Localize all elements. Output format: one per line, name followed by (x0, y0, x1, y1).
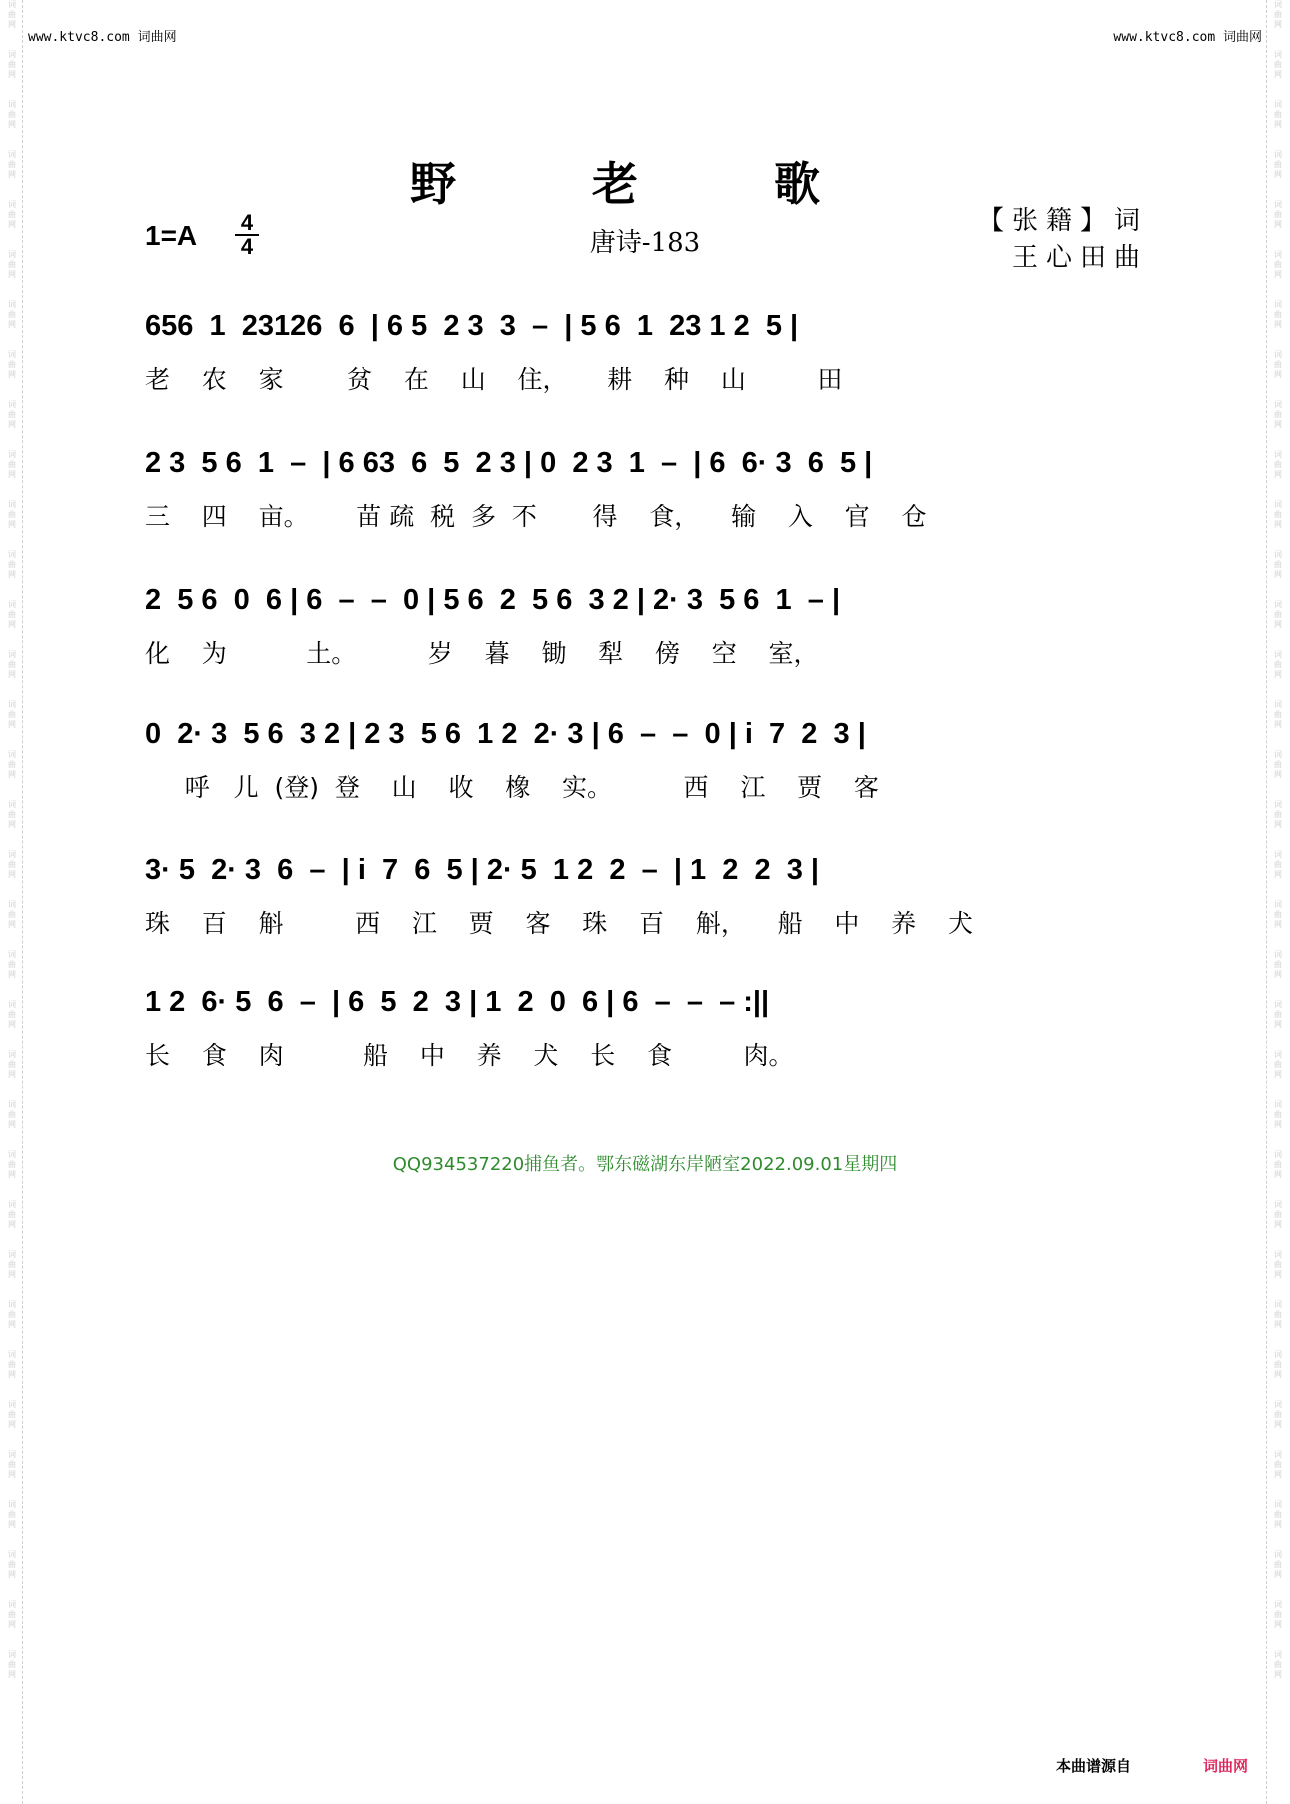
score-row (145, 584, 1150, 694)
right-side-watermark: 词 曲 网 词 曲 网 词 曲 网 词 曲 网 词 曲 网 词 曲 网 词 曲 网 词 曲 网 词 曲 网 词 曲 网 词 曲 网 词 曲 网 词 曲 网 词 曲 网 词 曲 网 词 曲 网 词 曲 网 词 曲 网 词 曲 网 词 曲 网 词 曲 网 词 曲 网 词 曲 网 词 曲 网 词 曲 网 词 曲 网 词 曲 网 词 曲 网 词 曲 网 词 曲 网 词 曲 网 词 曲 网 词 曲 网 词 曲 网 (1274, 0, 1282, 1679)
score-row (145, 854, 1150, 964)
lyrics-line: 三 四 亩。 苗 疏 税 多 不 得 食， 输 入 官 仓 (145, 502, 927, 531)
song-title: 野 老 歌 (409, 157, 881, 211)
time-sig-bottom: 4 (240, 234, 254, 259)
notation-line: 2 5 6 0 6 | 6 – – 0 | 5 6 2 5 6 3 2 | 2· 3 5 6 1 – | (145, 584, 841, 616)
notation-line: 3· 5 2· 3 6 – | i 7 6 5 | 2· 5 1 2 2 – | 1 2 2 3 | (145, 854, 820, 886)
lyrics-line: 长 食 肉 船 中 养 犬 长 食 肉。 (145, 1041, 794, 1070)
watermark-left: www.ktvc8.com 词曲网 (28, 30, 177, 45)
notation-line: 0 2· 3 5 6 3 2 | 2 3 5 6 1 2 2· 3 | 6 – – 0 | i 7 2 3 | (145, 718, 866, 750)
notation-line: 1 2 6· 5 6 – | 6 5 2 3 | 1 2 0 6 | 6 – – – :|| (145, 986, 770, 1018)
notation-line: 656 1 23126 6 | 6 5 2 3 3 – | 5 6 1 23 1 2 5 | (145, 310, 799, 342)
composer-credit: 王心田曲 (1011, 243, 1148, 273)
key-signature: 1=A (145, 220, 198, 251)
lyrics-line: 化 为 土。 岁 暮 锄 犁 傍 空 室， (145, 639, 819, 668)
left-border-line (22, 0, 24, 1804)
lyrics-line: 珠 百 斛 西 江 贾 客 珠 百 斛， 船 中 养 犬 (145, 909, 973, 938)
score-row (145, 447, 1150, 557)
lyrics-line: 老 农 家 贫 在 山 住， 耕 种 山 田 (145, 365, 843, 394)
footer-note: QQ934537220捕鱼者。鄂东磁湖东岸陋室2022.09.01星期四 (392, 1154, 898, 1175)
lyrics-line: 呼 儿 (登) 登 山 收 橡 实。 西 江 贾 客 (145, 773, 879, 802)
score-row (145, 986, 1150, 1096)
lyricist-credit: 【张籍】词 (977, 206, 1148, 236)
subtitle: 唐诗-183 (589, 228, 701, 258)
notation-line: 2 3 5 6 1 – | 6 63 6 5 2 3 | 0 2 3 1 – | 6 6· 3 6 5 | (145, 447, 873, 479)
source-label: 本曲谱源自 (1056, 1757, 1132, 1775)
watermark-right: www.ktvc8.com 词曲网 (1113, 30, 1262, 45)
score-row (145, 310, 1150, 420)
left-side-watermark: 词 曲 网 词 曲 网 词 曲 网 词 曲 网 词 曲 网 词 曲 网 词 曲 网 词 曲 网 词 曲 网 词 曲 网 词 曲 网 词 曲 网 词 曲 网 词 曲 网 词 曲 网 词 曲 网 词 曲 网 词 曲 网 词 曲 网 词 曲 网 词 曲 网 词 曲 网 词 曲 网 词 曲 网 词 曲 网 词 曲 网 词 曲 网 词 曲 网 词 曲 网 词 曲 网 词 曲 网 词 曲 网 词 曲 网 词 曲 网 (8, 0, 16, 1679)
source-site-link[interactable]: 词曲网 (1203, 1757, 1249, 1775)
time-sig-top: 4 (235, 212, 259, 236)
score-row (145, 718, 1150, 828)
